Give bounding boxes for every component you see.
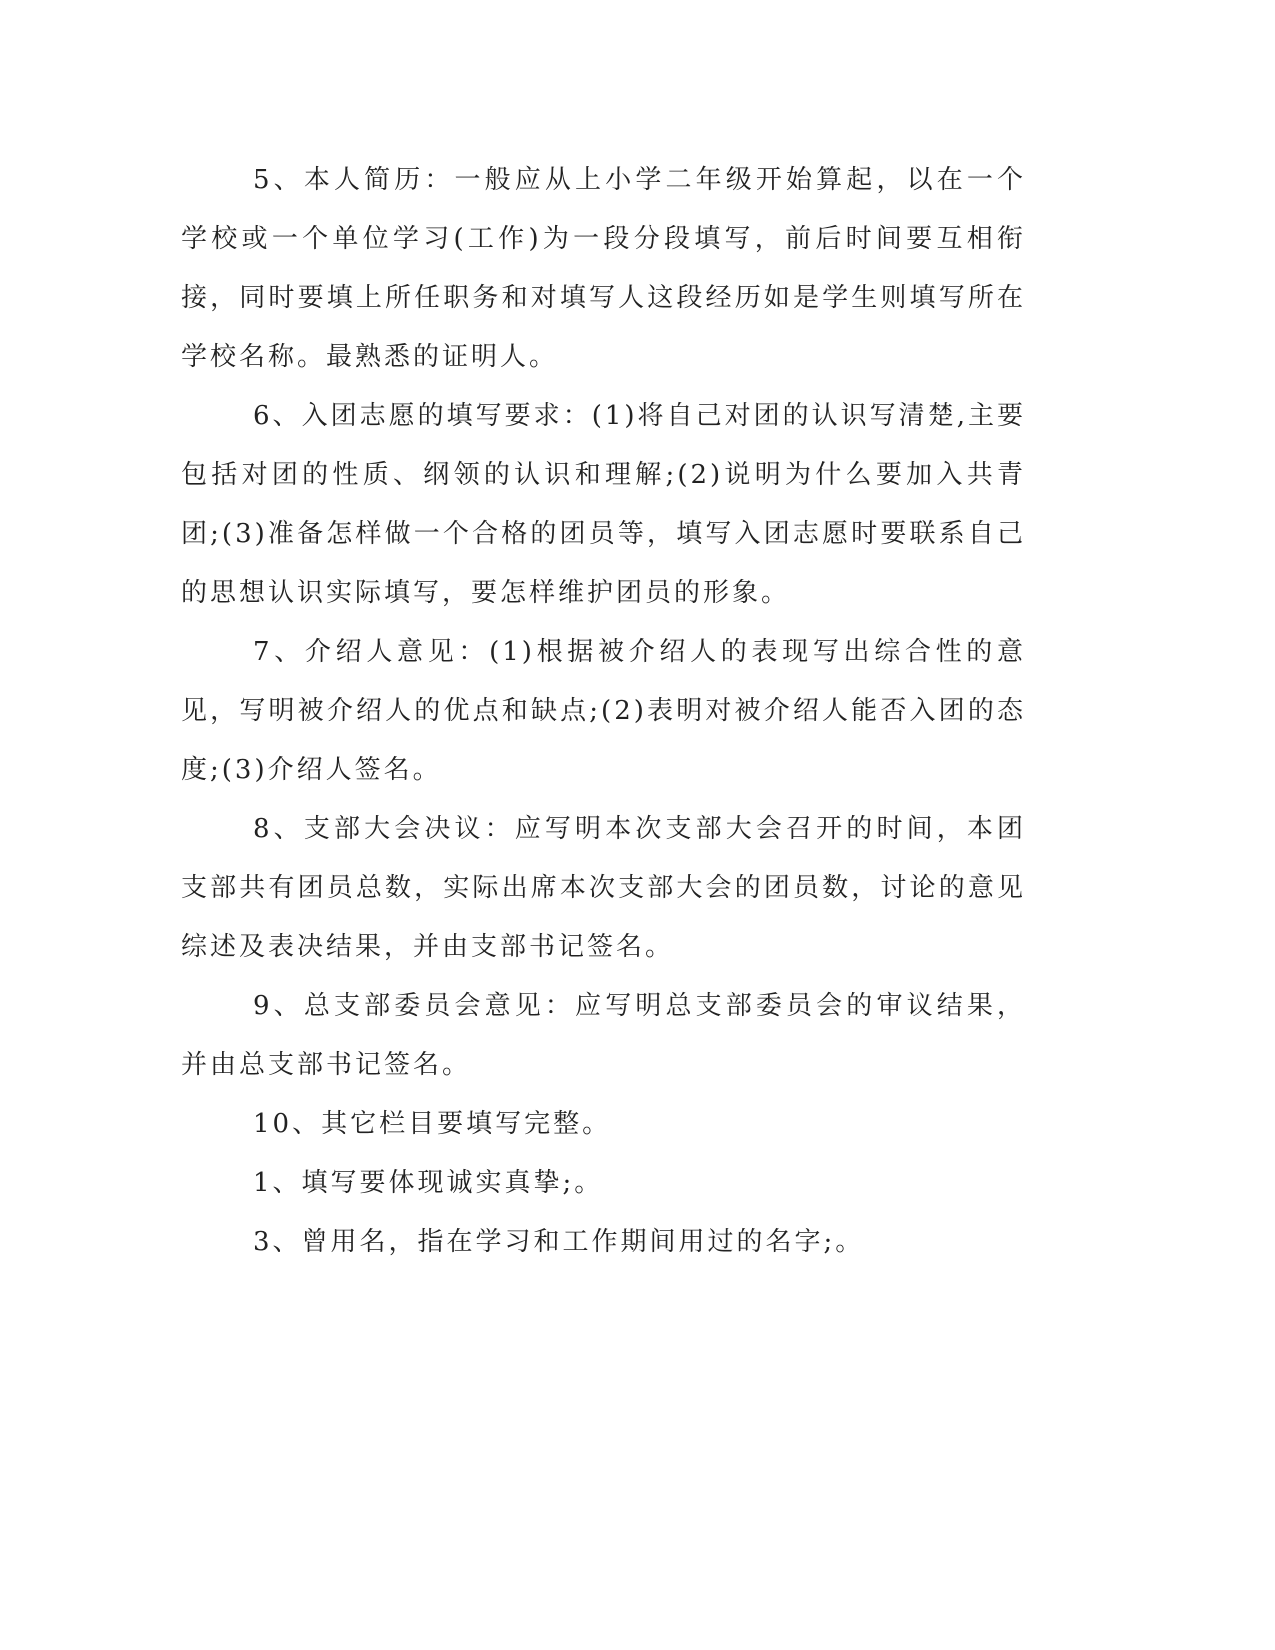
paragraph-general-branch-opinion: 9、总支部委员会意见：应写明总支部委员会的审议结果，并由总支部书记签名。 bbox=[181, 991, 1026, 1080]
paragraph-resume: 5、本人简历：一般应从上小学二年级开始算起，以在一个学校或一个单位学习(工作)为一段分段填写，前后时间要互相衔接，同时要填上所任职务和对填写人这段经历如是学生则填写所在学校名称。最熟悉的证明人。 bbox=[181, 165, 1026, 372]
paragraph-honesty: 1、填写要体现诚实真挚;。 bbox=[253, 1168, 604, 1198]
paragraph-branch-resolution: 8、支部大会决议：应写明本次支部大会召开的时间，本团支部共有团员总数，实际出席本次支部大会的团员数，讨论的意见综述及表决结果，并由支部书记签名。 bbox=[181, 814, 1026, 962]
paragraph-former-name: 3、曾用名，指在学习和工作期间用过的名字;。 bbox=[253, 1227, 865, 1257]
document-body bbox=[181, 151, 1026, 1272]
paragraph-application-wish: 6、入团志愿的填写要求：(1)将自己对团的认识写清楚,主要包括对团的性质、纲领的认识和理解;(2)说明为什么要加入共青团;(3)准备怎样做一个合格的团员等，填写入团志愿时要联系自己的思想认识实际填写，要怎样维护团员的形象。 bbox=[181, 401, 1026, 608]
paragraph-other-fields: 10、其它栏目要填写完整。 bbox=[253, 1109, 612, 1139]
paragraph-introducer-opinion: 7、介绍人意见：(1)根据被介绍人的表现写出综合性的意见，写明被介绍人的优点和缺点;(2)表明对被介绍人能否入团的态度;(3)介绍人签名。 bbox=[181, 637, 1026, 785]
